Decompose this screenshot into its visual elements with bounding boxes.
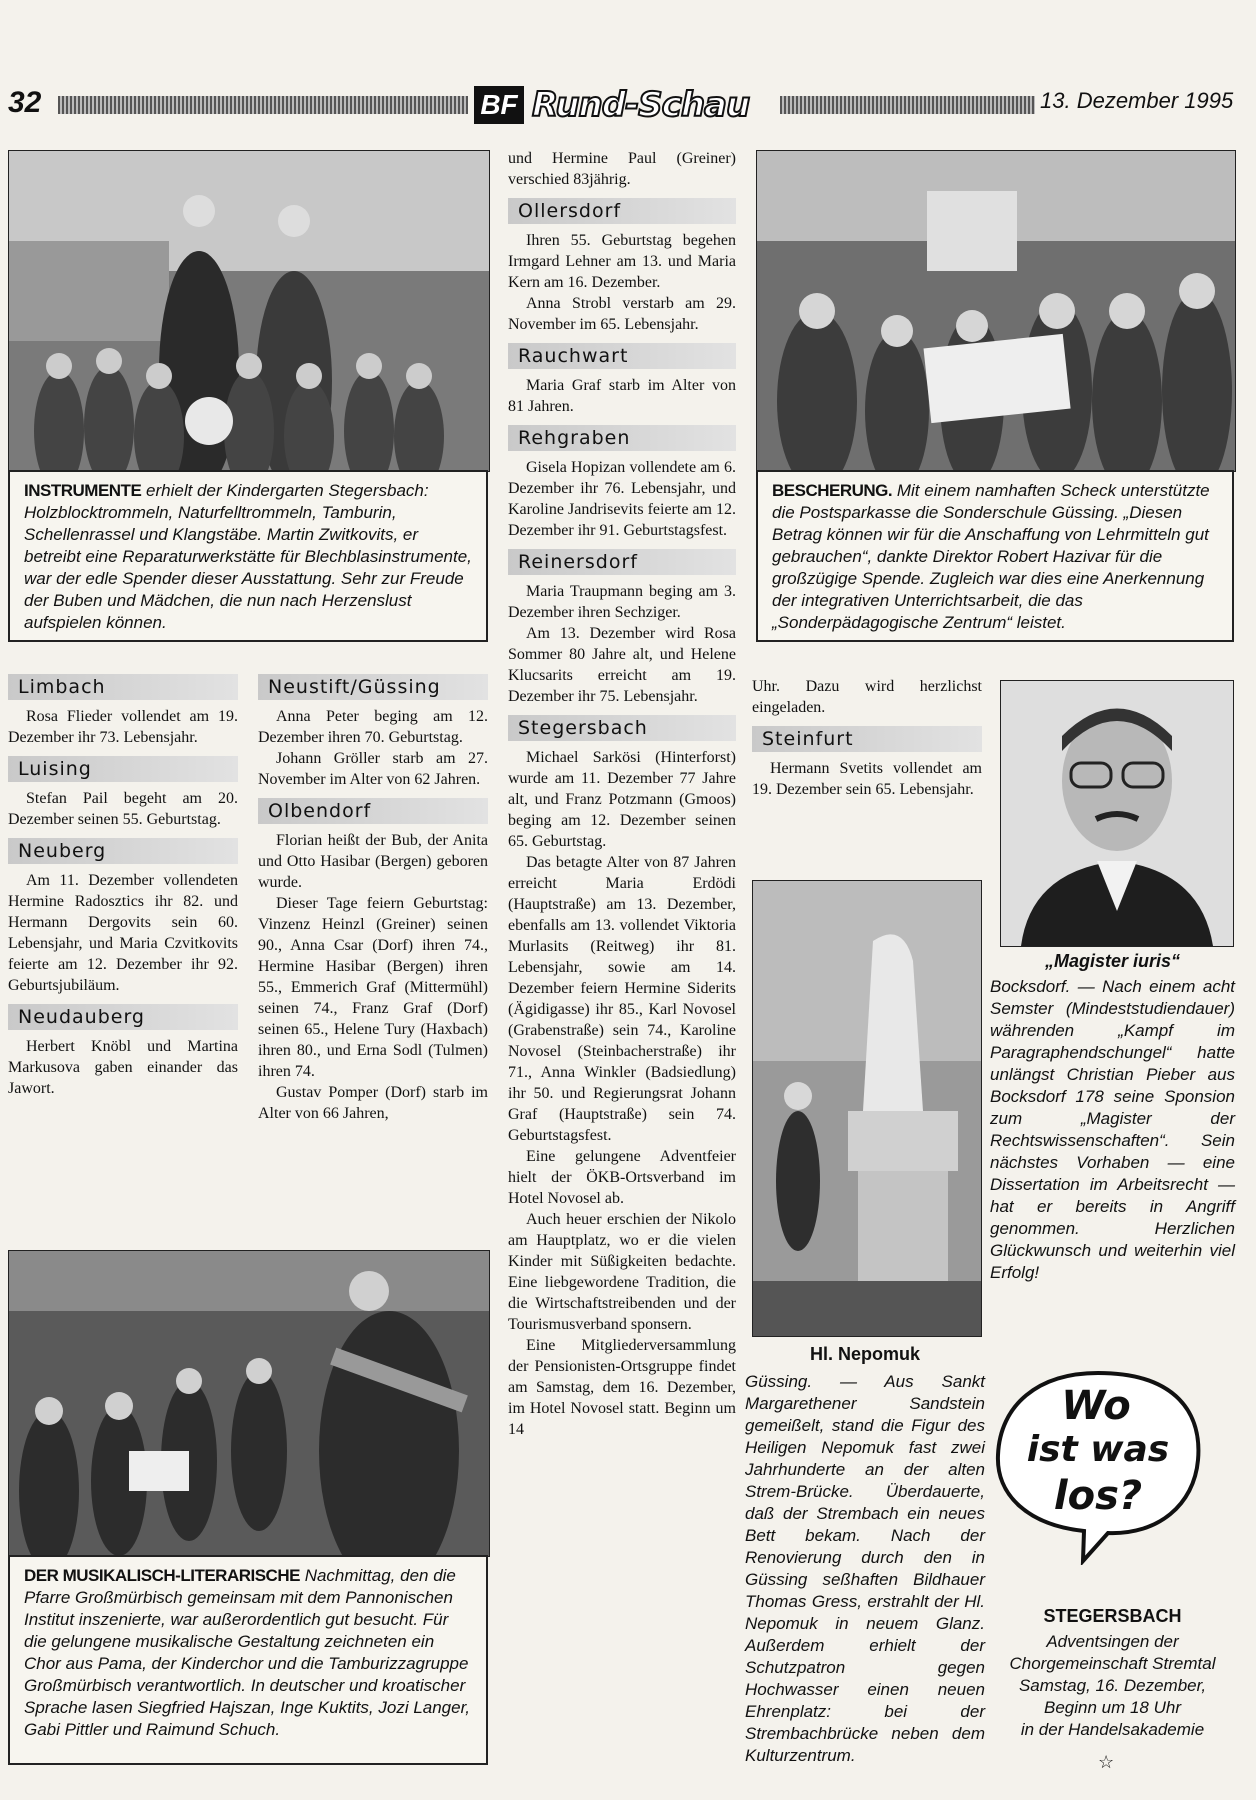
event-line: Beginn um 18 Uhr xyxy=(1043,1698,1182,1717)
logo-bf: BF xyxy=(474,86,524,124)
paragraph: Am 13. Dezember wird Rosa Sommer 80 Jahre alt, und Helene Klucsarits erreicht am 19. Dezember ihr 75. Lebensjahr. xyxy=(508,625,736,705)
section-body-neustift xyxy=(258,706,488,790)
photo-nepomuk xyxy=(752,880,982,1337)
photo-magister-image xyxy=(1001,681,1233,946)
section-head-neustift: Neustift/Güssing xyxy=(258,674,488,700)
column-4 xyxy=(752,676,982,808)
caption-bescherung xyxy=(756,470,1234,642)
section-head-neudauberg: Neudauberg xyxy=(8,1004,238,1030)
page-number: 32 xyxy=(8,86,42,119)
section-head-limbach: Limbach xyxy=(8,674,238,700)
section-head-reinersdorf: Reinersdorf xyxy=(508,549,736,575)
paragraph: Maria Traupmann beging am 3. Dezember ihren Sechziger. xyxy=(508,583,736,621)
section-head-rehgraben: Rehgraben xyxy=(508,425,736,451)
paragraph: Auch heuer erschien der Nikolo am Hauptplatz, wo er die vielen Kinder mit Süßigkeiten bedachte. Eine liebgewordene Tradition, die die Wirtschaftstreibenden und der Tourismusverband sponsern. xyxy=(508,1211,736,1333)
bubble-line-3: los? xyxy=(1053,1473,1143,1519)
section-head-ollersdorf: Ollersdorf xyxy=(508,198,736,224)
col4-continuation xyxy=(752,676,982,718)
photo-magister xyxy=(1000,680,1234,947)
section-body-ollersdorf xyxy=(508,230,736,335)
logo-title: Rund-Schau xyxy=(532,85,750,125)
section-body-steinfurt xyxy=(752,758,982,800)
paragraph: Florian heißt der Bub, der Anita und Otto Hasibar (Bergen) geboren wurde. xyxy=(258,832,488,891)
nepomuk-text: Güssing. — Aus Sankt Margarethener Sandstein gemeißelt, stand die Figur des Heiligen Nepomuk fast zwei Jahrhunderte an der alten Strem-Brücke. Überdauerte, daß der Strembach ein neues Bett bekam. Nach der Renovierung durch den in Güssing seßhaften Bildhauer Thomas Gress, erstrahlt der Hl. Nepomuk in neuem Glanz. Außerdem erhielt der Schutzpatron gegen Hochwasser einen neuen Ehrenplatz: bei der Strembachbrücke neben dem Kulturzentrum. xyxy=(745,1372,985,1765)
paragraph: Michael Sarkösi (Hinterforst) wurde am 11. Dezember 77 Jahre alt, und Franz Potzmann (Gmoos) beging am 12. Dezember seinen 65. Geburtstag. xyxy=(508,749,736,850)
caption-instrumente-text: erhielt der Kindergarten Stegersbach: Holzblocktrommeln, Naturfelltrommeln, Tamburin, Schellenrassel und Klangstäbe. Martin Zwitkovits, er betreibt eine Reparaturwerkstätte für Blechblasinstrumente, war der edle Spender dieser Ausstattung. Sehr zur Freude der Buben und Mädchen, die nun nach Herzenslust aufspielen können. xyxy=(24,481,472,632)
bubble-line-2: ist was xyxy=(1026,1429,1170,1470)
magister-article xyxy=(990,950,1235,1284)
paragraph: Stefan Pail begeht am 20. Dezember seinen 55. Geburtstag. xyxy=(8,790,238,828)
event-line: in der Handelsakademie xyxy=(1020,1720,1205,1739)
section-head-luising: Luising xyxy=(8,756,238,782)
paragraph: Rosa Flieder vollendet am 19. Dezember ihr 73. Lebensjahr. xyxy=(8,708,238,746)
photo-bescherung-image xyxy=(757,151,1235,471)
caption-instrumente xyxy=(8,470,488,642)
paragraph: und Hermine Paul (Greiner) verschied 83jährig. xyxy=(508,150,736,188)
photo-musikalisch xyxy=(8,1250,490,1557)
masthead-rule-right xyxy=(780,96,1035,114)
paragraph: Gustav Pomper (Dorf) starb im Alter von 66 Jahren, xyxy=(258,1084,488,1122)
caption-musikalisch-text: Nachmittag, den die Pfarre Großmürbisch gemeinsam mit dem Pannonischen Institut inszenierte, war außerordentlich gut besucht. Für die gelungene musikalische Gestaltung zeichneten ein Chor aus Pama, der Kinderchor und die Tamburizzagruppe Großmürbisch verantwortlich. In deutscher und kroatischer Sprache lasen Siegfried Hajszan, Inge Kuktits, Jozi Langer, Gabi Pittler und Raimund Schuch. xyxy=(24,1566,471,1739)
event-line: Chorgemeinschaft Stremtal xyxy=(1009,1654,1216,1673)
photo-kindergarten-instruments xyxy=(8,150,490,472)
paragraph: Ihren 55. Geburtstag begehen Irmgard Lehner am 13. und Maria Kern am 16. Dezember. xyxy=(508,232,736,291)
section-body-rauchwart xyxy=(508,375,736,417)
photo-kindergarten-image xyxy=(9,151,489,471)
caption-musikalisch xyxy=(8,1555,488,1765)
masthead-rule-left xyxy=(58,96,468,114)
photo-musikalisch-image xyxy=(9,1251,489,1556)
photo-bescherung xyxy=(756,150,1236,472)
nepomuk-article xyxy=(745,1343,985,1767)
section-body-stegersbach xyxy=(508,747,736,1440)
section-head-rauchwart: Rauchwart xyxy=(508,343,736,369)
section-body-neuberg xyxy=(8,870,238,996)
column-3 xyxy=(508,148,736,1448)
paragraph: Eine gelungene Adventfeier hielt der ÖKB-Ortsverband im Hotel Novosel ab. xyxy=(508,1148,736,1207)
column-2 xyxy=(258,674,488,1132)
section-body-reinersdorf xyxy=(508,581,736,707)
caption-musikalisch-lead: DER MUSIKALISCH-LITERARISCHE xyxy=(24,1566,300,1585)
paragraph: Johann Gröller starb am 27. November im Alter von 62 Jahren. xyxy=(258,750,488,788)
event-line: Samstag, 16. Dezember, xyxy=(1018,1676,1207,1695)
paragraph: Uhr. Dazu wird herzlichst eingeladen. xyxy=(752,678,982,716)
caption-bescherung-text: Mit einem namhaften Scheck unterstützte die Postsparkasse die Sonderschule Güssing. „Diesen Betrag können wir für die Anschaffung von Lehrmitteln gut gebrauchen“, dankte Direktor Robert Hazivar für die großzügige Spende. Zugleich war dies eine Anerkennung der integrativen Unterrichtsarbeit, die das „Sonderpädagogische Zentrum“ leistet. xyxy=(772,481,1210,632)
column-1 xyxy=(8,674,238,1107)
photo-nepomuk-image xyxy=(753,881,981,1336)
paragraph: Eine Mitgliederversammlung der Pensionisten-Ortsgruppe findet am Samstag, dem 16. Dezember, im Hotel Novosel statt. Beginn um 14 xyxy=(508,1337,736,1438)
event-place: STEGERSBACH xyxy=(1043,1606,1182,1626)
paragraph: Anna Strobl verstarb am 29. November im 65. Lebensjahr. xyxy=(508,295,736,333)
event-line: Adventsingen der xyxy=(1046,1632,1179,1651)
paragraph: Gisela Hopizan vollendete am 6. Dezember ihr 76. Lebensjahr, und Karoline Jandrisevits feierte am 12. Dezember ihr 91. Geburtstagsfest. xyxy=(508,459,736,539)
caption-bescherung-lead: BESCHERUNG. xyxy=(772,481,893,500)
caption-instrumente-lead: INSTRUMENTE xyxy=(24,481,142,500)
magister-text: Bocksdorf. — Nach einem acht Semster (Mindeststudiendauer) währenden „Kampf im Paragraphendschungel“ hatte unlängst Christian Pieber aus Bocksdorf 178 seine Sponsion zum „Magister der Rechtswissenschaften“. Sein nächstes Vorhaben — eine Dissertation im Arbeitsrecht — hat er bereits in Angriff genommen. Herzlichen Glückwunsch und weiterhin viel Erfolg! xyxy=(990,977,1235,1282)
section-head-steinfurt: Steinfurt xyxy=(752,726,982,752)
section-head-olbendorf: Olbendorf xyxy=(258,798,488,824)
section-body-rehgraben xyxy=(508,457,736,541)
section-body-limbach xyxy=(8,706,238,748)
paragraph: Anna Peter beging am 12. Dezember ihren 70. Geburtstag. xyxy=(258,708,488,746)
section-body-olbendorf xyxy=(258,830,488,1124)
paragraph: Dieser Tage feiern Geburtstag: Vinzenz Heinzl (Greiner) seinen 90., Anna Csar (Dorf) ihren 74., Hermine Hasibar (Bergen) ihren 55., Emmerich Graf (Mittermühl) seinen 74., Franz Graf (Dorf) seinen 65., Helene Tury (Haxbach) ihren 80., und Erna Sodl (Tulmen) ihren 74. xyxy=(258,895,488,1080)
section-head-neuberg: Neuberg xyxy=(8,838,238,864)
magister-title: „Magister iuris“ xyxy=(1044,951,1181,971)
paragraph: Am 11. Dezember vollendeten Hermine Radosztics ihr 82. und Hermann Dergovits sein 60. Lebensjahr, und Maria Czvitkovits feierte am 12. Dezember ihr 92. Geburtsjubiläum. xyxy=(8,872,238,994)
paragraph: Herbert Knöbl und Martina Markusova gaben einander das Jawort. xyxy=(8,1038,238,1097)
masthead-logo xyxy=(474,86,774,124)
event-stegersbach xyxy=(990,1605,1235,1741)
bubble-line-1: Wo xyxy=(1061,1383,1131,1429)
issue-date: 13. Dezember 1995 xyxy=(1040,88,1234,113)
section-body-neudauberg xyxy=(8,1036,238,1099)
paragraph: Maria Graf starb im Alter von 81 Jahren. xyxy=(508,377,736,415)
section-head-stegersbach: Stegersbach xyxy=(508,715,736,741)
speech-bubble xyxy=(988,1365,1208,1565)
star-icon: ☆ xyxy=(1098,1752,1115,1772)
paragraph: Das betagte Alter von 87 Jahren erreicht Maria Erdödi (Hauptstraße) am 13. Dezember, ebenfalls am 13. vollendet Viktoria Murlasits (Reitweg) ihr 81. Lebensjahr, sowie am 14. Dezember feiern Hermine Siderits (Ägidigasse) ihr 85., Karl Novosel (Grabenstraße) sein 74., Karoline Novosel (Steinbacherstraße) ihr 71., Anna Winkler (Badsiedlung) ihr 50. und Regierungsrat Johann Graf (Hauptstraße) sein 74. Geburtstagsfest. xyxy=(508,854,736,1144)
nepomuk-title: Hl. Nepomuk xyxy=(809,1344,920,1364)
section-body-luising xyxy=(8,788,238,830)
paragraph: Hermann Svetits vollendet am 19. Dezember sein 65. Lebensjahr. xyxy=(752,760,982,798)
col3-continuation xyxy=(508,148,736,190)
